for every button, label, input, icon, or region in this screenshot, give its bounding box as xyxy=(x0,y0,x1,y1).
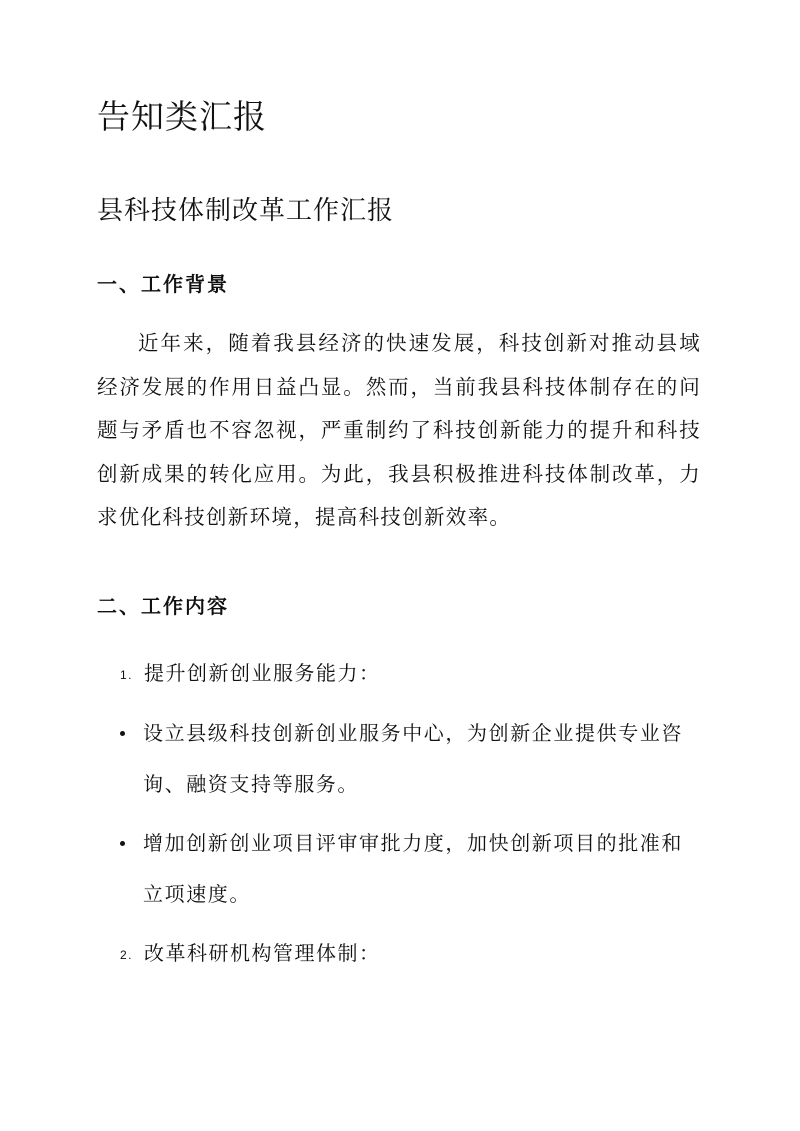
section-heading-content: 二、工作内容 xyxy=(97,594,229,618)
bullet-text: 设立县级科技创新创业服务中心，为创新企业提供专业咨询、融资支持等服务。 xyxy=(143,721,683,796)
bullet-dot-icon xyxy=(120,731,125,736)
numbered-item xyxy=(120,659,381,689)
bullet-item xyxy=(120,818,700,920)
item-number: 2. xyxy=(120,947,134,962)
document-title: 告知类汇报 xyxy=(97,97,267,136)
item-text: 提升创新创业服务能力： xyxy=(144,661,381,685)
background-paragraph: 近年来，随着我县经济的快速发展，科技创新对推动县域经济发展的作用日益凸显。然而，当前我县科技体制存在的问题与矛盾也不容忽视，严重制约了科技创新能力的提升和科技创新成果的转化应用。为此，我县积极推进科技体制改革，力求优化科技创新环境，提高科技创新效率。 xyxy=(97,331,701,529)
bullet-dot-icon xyxy=(120,841,125,846)
report-title: 县科技体制改革工作汇报 xyxy=(97,196,395,226)
item-text: 改革科研机构管理体制： xyxy=(144,941,381,965)
numbered-item xyxy=(120,939,381,969)
bullet-text: 增加创新创业项目评审审批力度，加快创新项目的批准和立项速度。 xyxy=(143,831,683,906)
item-number: 1. xyxy=(120,667,134,682)
section-heading-background: 一、工作背景 xyxy=(97,272,229,296)
bullet-item xyxy=(120,708,700,810)
